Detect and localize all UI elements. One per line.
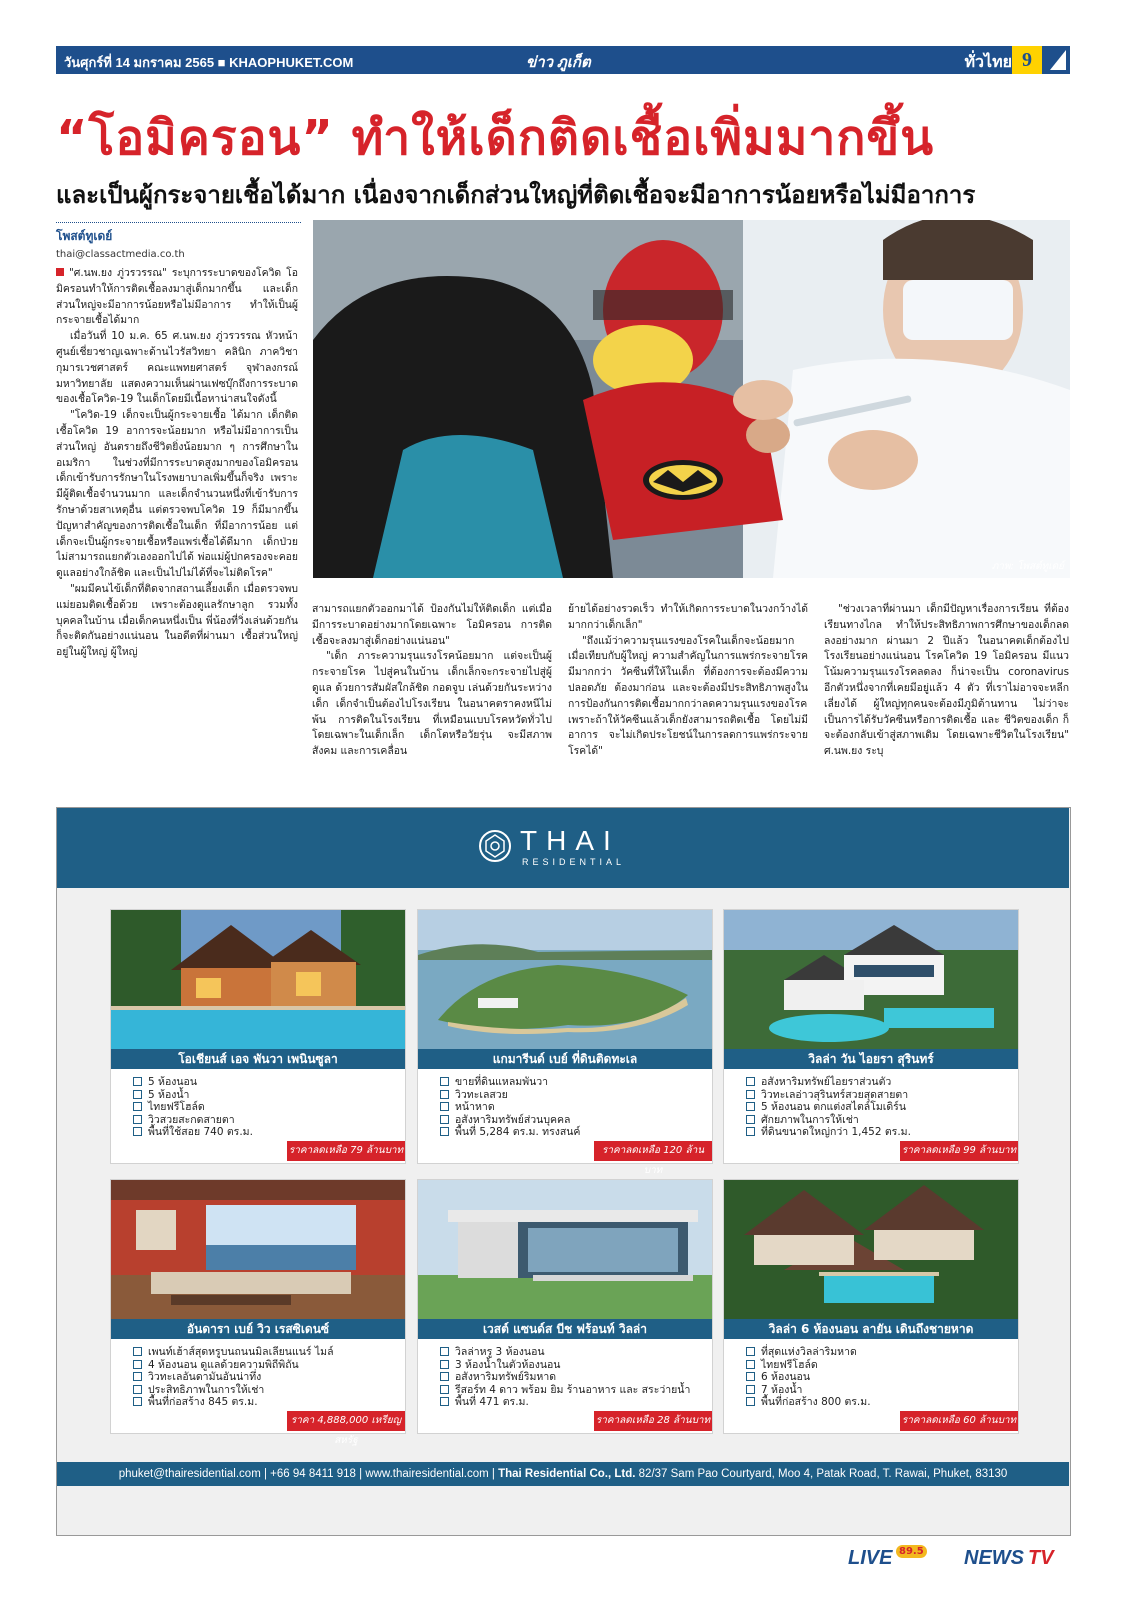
news-logo: NEWS	[964, 1547, 1024, 1569]
checkbox-icon	[440, 1127, 449, 1136]
feature-item: 5 ห้องนอน	[133, 1076, 393, 1089]
feature-item: ที่ดินขนาดใหญ่กว่า 1,452 ตร.ม.	[746, 1126, 1006, 1139]
feature-item: 4 ห้องนอน ดูแลด้วยความพิถีพิถัน	[133, 1359, 393, 1372]
page-number: 9	[1012, 46, 1042, 74]
listing-card[interactable]	[111, 910, 405, 1163]
feature-list	[746, 1346, 1006, 1409]
issue-date: วันศุกร์ที่ 14 มกราคม 2565 ■ KHAOPHUKET.COM	[64, 55, 354, 70]
article-column-1	[56, 266, 298, 786]
feature-item: ขายที่ดินแหลมพันวา	[440, 1076, 700, 1089]
checkbox-icon	[133, 1360, 142, 1369]
section-label: ทั่วไทย	[964, 52, 1012, 71]
price-tag: ราคาลดเหลือ 120 ล้านบาท	[594, 1141, 712, 1161]
checkbox-icon	[133, 1385, 142, 1394]
checkbox-icon	[746, 1397, 755, 1406]
feature-item: อสังหาริมทรัพย์ไอยราส่วนตัว	[746, 1076, 1006, 1089]
byline-email[interactable]: thai@classactmedia.co.th	[56, 249, 185, 260]
vaccination-photo	[313, 220, 1070, 578]
checkbox-icon	[440, 1372, 449, 1381]
feature-item: ไทยฟรีโฮล์ด	[746, 1359, 1006, 1372]
listing-card[interactable]	[724, 1180, 1018, 1433]
paragraph: "เด็ก ภาระความรุนแรงโรคน้อยมาก แต่จะเป็นผู้กระจายโรค ไปสู่คนในบ้าน เด็กเล็กจะกระจายไปสู่ผู้ดูแล ด้วยการสัมผัสใกล้ชิด กอดจูบ เล่นด้วยกันระหว่างเด็ก เด็กจำเป็นต้องไปโรงเรียน ในอนาคตราคงหนีไม่พ้น การติดในโรงเรียน ที่เหมือนแบบโรคหวัดทั่วไปโดยเฉพาะในเด็กเล็ก เด็กโตหรือวัยรุ่น จะมีสภาพสังคม และการเคลื่อน	[312, 650, 552, 758]
checkbox-icon	[440, 1385, 449, 1394]
ad-contact[interactable]: phuket@thairesidential.com | +66 94 8411 918 | www.thairesidential.com |	[118, 1468, 495, 1480]
listing-title: โอเชียนส์ เอจ พันวา เพนินซูลา	[111, 1049, 405, 1069]
feature-item: หน้าหาด	[440, 1101, 700, 1114]
article-column-3	[568, 602, 808, 786]
bullet-square-icon	[56, 268, 64, 276]
thai-residential-logo[interactable]	[478, 825, 658, 875]
feature-item: พื้นที่ก่อสร้าง 800 ตร.ม.	[746, 1396, 1006, 1409]
byline	[56, 222, 301, 260]
checkbox-icon	[746, 1090, 755, 1099]
checkbox-icon	[440, 1102, 449, 1111]
feature-item: อสังหาริมทรัพย์ส่วนบุคคล	[440, 1114, 700, 1127]
listing-title: วิลล่า วัน ไอยรา สุรินทร์	[724, 1049, 1018, 1069]
checkbox-icon	[133, 1397, 142, 1406]
feature-item: 5 ห้องน้ำ	[133, 1089, 393, 1102]
feature-item: วิวสวยสะกดสายตา	[133, 1114, 393, 1127]
article-column-2	[312, 602, 552, 786]
live-frequency: 89.5	[896, 1545, 927, 1558]
ad-company: Thai Residential Co., Ltd.	[498, 1468, 636, 1480]
price-tag: ราคาลดเหลือ 60 ล้านบาท	[900, 1411, 1018, 1431]
paragraph: "ถึงแม้ว่าความรุนแรงของโรคในเด็กจะน้อยมาก เมื่อเทียบกับผู้ใหญ่ ความสำคัญในการแพร่กระจายโรคมีมากกว่า วัคซีนที่ให้ในเด็ก ที่ต้องการจะต้องมีความปลอดภัย ต้องมาก่อน และจะต้องมีประสิทธิภาพสูงในการป้องกันการติดเชื้อมากกว่าลดความรุนแรงของโรค เพราะถ้าให้วัคซีนแล้วเด็กยังสามารถติดเชื้อ โดยไม่มีอาการ จะไม่เกิดประโยชน์ในการลดการแพร่กระจายโรคได้"	[568, 634, 808, 758]
listing-photo	[724, 1180, 1018, 1319]
listing-title: วิลล่า 6 ห้องนอน ลายัน เดินถึงชายหาด	[724, 1319, 1018, 1339]
brand-name: THAI	[520, 825, 620, 856]
feature-item: วิลล่าหรู 3 ห้องนอน	[440, 1346, 700, 1359]
listing-card[interactable]	[111, 1180, 405, 1446]
feature-item: ประสิทธิภาพในการให้เช่า	[133, 1384, 393, 1397]
media-logos	[844, 1545, 1070, 1573]
feature-item: 6 ห้องนอน	[746, 1371, 1006, 1384]
feature-item: 5 ห้องนอน ตกแต่งสไตล์โมเดิร์น	[746, 1101, 1006, 1114]
checkbox-icon	[746, 1360, 755, 1369]
listing-card[interactable]	[418, 1180, 712, 1433]
checkbox-icon	[133, 1077, 142, 1086]
feature-item: พื้นที่ 471 ตร.ม.	[440, 1396, 700, 1409]
price-tag: ราคาลดเหลือ 79 ล้านบาท	[287, 1141, 405, 1161]
checkbox-icon	[746, 1347, 755, 1356]
checkbox-icon	[746, 1102, 755, 1111]
feature-item: 7 ห้องน้ำ	[746, 1384, 1006, 1397]
paragraph: สามารถแยกตัวออกมาได้ ป้องกันไม่ให้ติดเด็ก แต่เมื่อมีการระบาดอย่างมากโดยเฉพาะ โอมิครอน การติดเชื้อจะลงมาสู่เด็กอย่างแน่นอน"	[312, 603, 552, 647]
feature-list	[440, 1076, 700, 1139]
price-tag: ราคาลดเหลือ 28 ล้านบาท	[594, 1411, 712, 1431]
checkbox-icon	[440, 1115, 449, 1124]
listing-photo	[111, 910, 405, 1049]
feature-item: ไทยฟรีโฮล์ด	[133, 1101, 393, 1114]
checkbox-icon	[133, 1090, 142, 1099]
checkbox-icon	[746, 1077, 755, 1086]
paragraph: "ศ.นพ.ยง ภู่วรวรรณ" ระบุการระบาดของโควิด โอมิครอนทำให้การติดเชื้อลงมาสู่เด็กมากขึ้น และเด็กส่วนใหญ่จะมีอาการน้อยหรือไม่มีอาการ ทำให้เป็นผู้กระจายเชื้อได้มาก	[56, 267, 298, 327]
feature-item: วิวทะเลสวย	[440, 1089, 700, 1102]
feature-item: ศักยภาพในการให้เช่า	[746, 1114, 1006, 1127]
ad-address: 82/37 Sam Pao Courtyard, Moo 4, Patak Road, T. Rawai, Phuket, 83130	[638, 1468, 1008, 1480]
byline-name: โพสต์ทูเดย์	[56, 229, 113, 243]
ad-footer	[57, 1462, 1069, 1486]
listing-title: เวสต์ แซนด์ส บีช ฟร้อนท์ วิลล่า	[418, 1319, 712, 1339]
checkbox-icon	[440, 1090, 449, 1099]
feature-item: วิวทะเลอ่าวสุรินทร์สวยสุดสายตา	[746, 1089, 1006, 1102]
paragraph: "ผมมีคนไข้เด็กที่ติดจากสถานเลี้ยงเด็ก เมื่อตรวจพบ แม่ยอมติดเชื้อด้วย เพราะต้องดูแลรักษาลูก รวมทั้งบุคคลในบ้าน เมื่อเด็กคนหนึ่งเป็น พี่น้องที่วิ่งเล่นด้วยกัน ก็จะติดกันอย่างแน่นอน ในอดีตที่ผ่านมา เชื้อส่วนใหญ่อยู่ในผู้ใหญ่ ผู้ใหญ่	[56, 582, 298, 659]
checkbox-icon	[746, 1127, 755, 1136]
feature-list	[133, 1346, 393, 1409]
live-logo: LIVE	[848, 1547, 893, 1569]
listing-title: แกมารีนด์ เบย์ ที่ดินติดทะเล	[418, 1049, 712, 1069]
feature-list	[133, 1076, 393, 1139]
checkbox-icon	[440, 1077, 449, 1086]
paragraph: "โควิด-19 เด็กจะเป็นผู้กระจายเชื้อ ได้มาก เด็กติดเชื้อโควิด 19 อาการจะน้อยมาก หรือไม่มีอาการเป็นส่วนใหญ่ อันตรายถึงชีวิตยิ่งน้อยมาก ๆ การศึกษาในอเมริกา ในช่วงที่มีการระบาดสูงมากของโอมิครอน เด็กเข้ารับการรักษาในโรงพยาบาลเพิ่มขึ้นก็จริง เพราะมีผู้ติดเชื้อจำนวนมาก และเด็กจำนวนหนึ่งที่เข้ารับการรักษาด้วยสาเหตุอื่น แต่ตรวจพบโควิด 19 ก็มีมากขึ้น ปัญหาสำคัญของการติดเชื้อในเด็ก ที่มีอาการน้อย แต่ เด็กจะเป็นผู้กระจายเชื้อหรือแพร่เชื้อได้ดีมาก เด็กป่วย ไม่สามารถแยกตัวเองออกไปได้ พ่อแม่ผู้ปกครองจะคอยดูแลอย่างใกล้ชิด และเป็นไปไม่ได้ที่จะไม่ติดโรค"	[56, 409, 298, 580]
brand-subtitle: RESIDENTIAL	[522, 857, 626, 867]
tv-logo: TV	[1028, 1547, 1054, 1569]
feature-list	[746, 1076, 1006, 1139]
checkbox-icon	[440, 1347, 449, 1356]
feature-item: ที่สุดแห่งวิลล่าริมหาด	[746, 1346, 1006, 1359]
photo-illustration	[313, 220, 1070, 578]
paragraph: "ช่วงเวลาที่ผ่านมา เด็กมีปัญหาเรื่องการเรียน ที่ต้องเรียนทางไกล ทำให้ประสิทธิภาพการศึกษาของเด็กลดลงอย่างมาก ผ่านมา 2 ปีแล้ว ในอนาคตเด็กต้องไปโรงเรียนอย่างแน่นอน โรคโควิด 19 โอมิครอน มีแนวโน้มความรุนแรงโรคลดลง ก็น่าจะเป็น coronavirus อีกตัวหนึ่งจากที่เคยมีอยู่แล้ว 4 ตัว ที่เราไม่อาจจะหลีกเลี่ยงได้ ผู้ใหญ่ทุกคนจะต้องมีภูมิต้านทาน ไม่ว่าจะเป็นการได้รับวัคซีนหรือการติดเชื้อ และ ชีวิตของเด็ก ก็จะต้องกลับเข้าสู่สภาพเดิม โดยเฉพาะชีวิตในโรงเรียน" ศ.นพ.ยง ระบุ	[824, 603, 1069, 758]
subheadline: และเป็นผู้กระจายเชื้อได้มาก เนื่องจากเด็กส่วนใหญ่ที่ติดเชื้อจะมีอาการน้อยหรือไม่มีอาการ	[56, 181, 976, 209]
feature-item: อสังหาริมทรัพย์ริมหาด	[440, 1371, 700, 1384]
checkbox-icon	[133, 1127, 142, 1136]
feature-item: พื้นที่ก่อสร้าง 845 ตร.ม.	[133, 1396, 393, 1409]
feature-list	[440, 1346, 700, 1409]
checkbox-icon	[133, 1115, 142, 1124]
listing-photo	[724, 910, 1018, 1049]
listing-title: อันดารา เบย์ วิว เรสซิเดนซ์	[111, 1319, 405, 1339]
paragraph: เมื่อวันที่ 10 ม.ค. 65 ศ.นพ.ยง ภู่วรวรรณ หัวหน้าศูนย์เชี่ยวชาญเฉพาะด้านไวรัสวิทยา คลินิก ภาควิชากุมารเวชศาสตร์ คณะแพทยศาสตร์ จุฬาลงกรณ์มหาวิทยาลัย แสดงความเห็นผ่านเฟซบุ๊กถึงการระบาดของเชื้อโควิด-19 ในเด็กโดยมีเนื้อหาน่าสนใจดังนี้	[56, 330, 298, 406]
checkbox-icon	[440, 1360, 449, 1369]
headline: “โอมิครอน” ทำให้เด็กติดเชื้อเพิ่มมากขึ้น	[56, 110, 935, 166]
listing-photo	[111, 1180, 405, 1319]
feature-item: พื้นที่ใช้สอย 740 ตร.ม.	[133, 1126, 393, 1139]
header-bar	[56, 46, 1068, 74]
corner-arrow-icon	[1046, 46, 1070, 74]
listing-photo	[418, 1180, 712, 1319]
checkbox-icon	[133, 1347, 142, 1356]
feature-item: 3 ห้องน้ำในตัวห้องนอน	[440, 1359, 700, 1372]
listing-photo	[418, 910, 712, 1049]
feature-item: รีสอร์ท 4 ดาว พร้อม ยิม ร้านอาหาร และ สระว่ายน้ำ	[440, 1384, 700, 1397]
newspaper-logo: ข่าว ภูเก็ต	[526, 55, 591, 71]
listing-card[interactable]	[724, 910, 1018, 1163]
feature-item: พื้นที่ 5,284 ตร.ม. ทรงสนค์	[440, 1126, 700, 1139]
price-tag: ราคา 4,888,000 เหรียญสหรัฐ	[287, 1411, 405, 1431]
article-column-4	[824, 602, 1069, 786]
checkbox-icon	[746, 1115, 755, 1124]
price-tag: ราคาลดเหลือ 99 ล้านบาท	[900, 1141, 1018, 1161]
feature-item: วิวทะเลอันดามันอันน่าทึ่ง	[133, 1371, 393, 1384]
listing-card[interactable]	[418, 910, 712, 1176]
checkbox-icon	[133, 1372, 142, 1381]
checkbox-icon	[440, 1397, 449, 1406]
photo-credit: ภาพ: โพสต์ทูเดย์	[991, 561, 1064, 572]
checkbox-icon	[746, 1385, 755, 1394]
brand-emblem-icon	[478, 829, 512, 863]
paragraph: ย้ายได้อย่างรวดเร็ว ทำให้เกิดการระบาดในวงกว้างได้มากกว่าเด็กเล็ก"	[568, 603, 808, 631]
feature-item: เพนท์เฮ้าส์สุดหรูบนถนนมิลเลียนแนร์ ไมล์	[133, 1346, 393, 1359]
checkbox-icon	[133, 1102, 142, 1111]
checkbox-icon	[746, 1372, 755, 1381]
